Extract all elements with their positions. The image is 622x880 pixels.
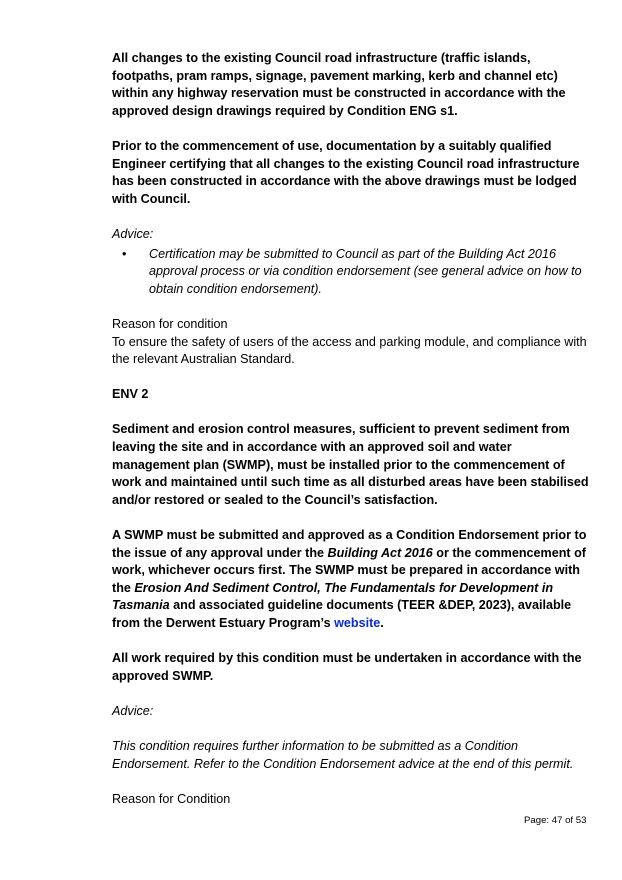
eng-paragraph-1: All changes to the existing Council road infrastructure (traffic islands, footpaths, pram ramps, signage, pavement marking, kerb and channel etc) within any highway reservation must be constructed in accordance with the approved design drawings required by Condition ENG s1. xyxy=(112,51,566,118)
reason-label-2: Reason for Condition xyxy=(112,791,231,806)
section-heading: ENV 2 xyxy=(112,387,149,402)
advice-label-2: Advice: xyxy=(112,703,154,718)
reason-text-1: To ensure the safety of users of the access and parking module, and compliance with the relevant Australian Standard. xyxy=(112,334,587,367)
guideline-title: Erosion And Sediment Control, The Fundamentals for Development in Tasmania xyxy=(112,580,554,613)
list-item xyxy=(112,246,592,299)
advice-text-2: This condition requires further information to be submitted as a Condition Endorsement. Refer to the Condition Endorsement advice at the end of this permit. xyxy=(112,739,574,771)
env-paragraph-3: All work required by this condition must be undertaken in accordance with the approved SWMP. xyxy=(112,651,582,683)
eng-paragraph-2: Prior to the commencement of use, documentation by a suitably qualified Engineer certifying that all changes to the existing Council road infrastructure has been constructed in accordance with the above drawings must be lodged with Council. xyxy=(112,138,580,206)
advice-label-1: Advice: xyxy=(112,226,154,241)
env-p2-text-3: and associated guideline documents (TEER &DEP, 2023), available from the Derwent Estuary Program’s xyxy=(112,598,572,630)
env-p2-text-1: A SWMP must be submitted and approved as a Condition Endorsement prior to the issue of any approval under the xyxy=(112,528,587,560)
env-p2-text-2: or the commencement of work, whichever occurs first. The SWMP must be prepared in accordance with the xyxy=(112,545,587,595)
advice-list xyxy=(112,246,592,299)
website-link[interactable]: website xyxy=(334,616,381,630)
env-paragraph-2 xyxy=(112,527,592,633)
bullet-icon: • xyxy=(122,246,127,261)
page-content xyxy=(112,50,592,809)
advice-item-text: Certification may be submitted to Council as part of the Building Act 2016 approval process or via condition endorsement (see general advice on how to obtain condition endorsement). xyxy=(149,246,582,296)
page-number: Page: 47 of 53 xyxy=(524,815,587,826)
env-paragraph-1: Sediment and erosion control measures, sufficient to prevent sediment from leaving the site and in accordance with an approved soil and water management plan (SWMP), must be installed prior to the commencement of work and maintained until such time as all disturbed areas have been stabilised and/or restored or sealed to the Council’s satisfaction. xyxy=(112,422,589,507)
env-p2-end: . xyxy=(380,616,384,630)
reason-label-1: Reason for condition xyxy=(112,316,228,331)
building-act-ref: Building Act 2016 xyxy=(327,545,433,560)
